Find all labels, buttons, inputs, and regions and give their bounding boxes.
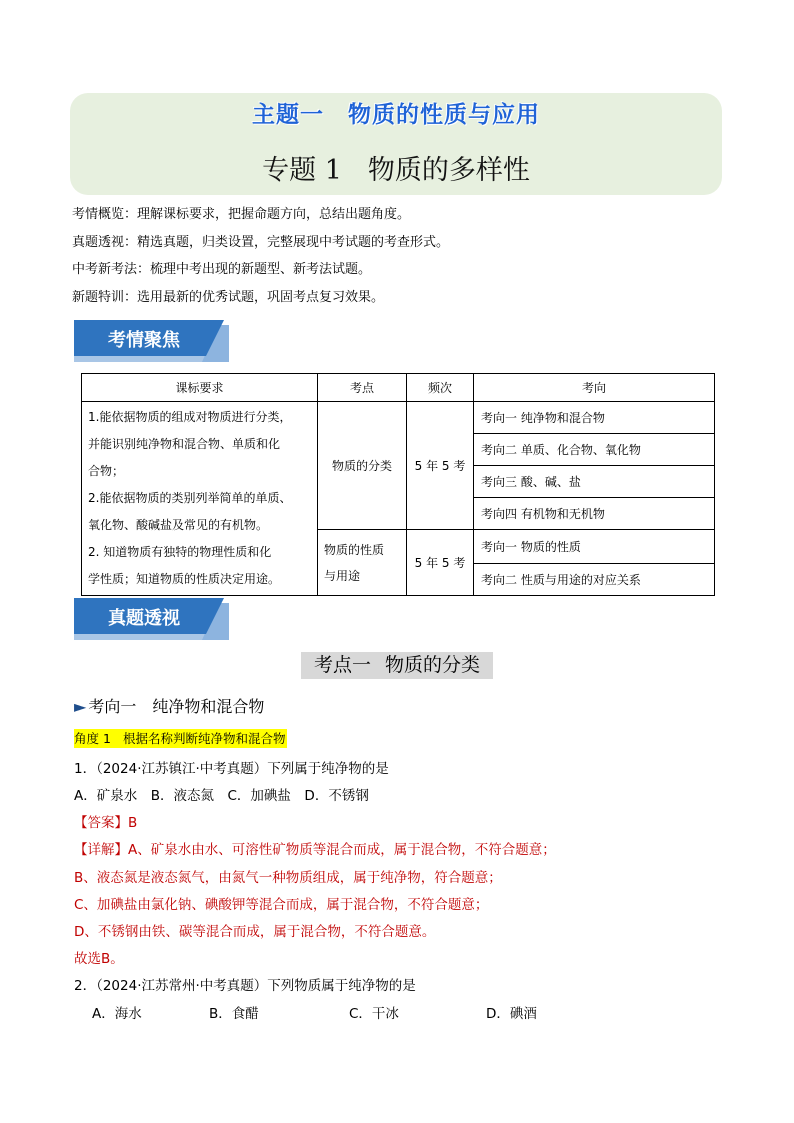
q1-detail-b: B、液态氮是液态氮气，由氮气一种物质组成，属于纯净物，符合题意； [74, 870, 502, 886]
intro-key: 中考新考法： [72, 262, 151, 277]
point-cell: 物质的性质 与用途 [318, 530, 407, 596]
direction-cell: 考向一 纯净物和混合物 [474, 402, 715, 434]
intro-text: 精选真题，归类设置，完整展现中考试题的考查形式。 [137, 234, 450, 250]
q1-answer [74, 811, 137, 831]
direction-cell: 考向一 物质的性质 [474, 530, 715, 564]
table-header: 课标要求 [82, 374, 318, 402]
banner-focus [74, 320, 229, 364]
banner-truth [74, 598, 229, 642]
kp-name: 物质的分类 [385, 654, 481, 676]
direction-cell: 考向四 有机物和无机物 [474, 498, 715, 530]
intro-text: 理解课标要求，把握命题方向，总结出题角度。 [137, 207, 411, 222]
q1-conclusion: 故选B。 [74, 951, 124, 967]
point-cell: 物质的分类 [318, 402, 407, 530]
detail-tag: 【详解】 [74, 842, 128, 858]
q2-option-d: D．碘酒 [486, 1006, 537, 1022]
exam-analysis-table [81, 373, 715, 596]
intro-key: 真题透视： [72, 234, 138, 250]
table-header: 考点 [318, 374, 407, 402]
intro-line [72, 205, 449, 233]
angle-highlight [74, 729, 287, 748]
q1-detail-c: C、加碘盐由氯化钠、碘酸钾等混合而成，属于混合物，不符合题意； [74, 897, 489, 913]
answer-value: B [128, 815, 138, 831]
frequency-cell: 5 年 5 考 [407, 530, 474, 596]
q2-option-c: C．干冰 [349, 1006, 399, 1022]
intro-list [72, 205, 449, 315]
angle-label: 角度 1 [74, 731, 111, 746]
topic-label: 专题 1 [262, 155, 342, 186]
direction-cell: 考向三 酸、碱、盐 [474, 466, 715, 498]
banner-focus-label: 考情聚焦 [108, 330, 180, 351]
header-box [70, 93, 722, 195]
intro-line [72, 233, 449, 261]
q2-option-a: A．海水 [92, 1006, 142, 1022]
knowledge-point-tag [301, 652, 493, 679]
angle-text: 根据名称判断纯净物和混合物 [122, 731, 286, 746]
table-row [82, 402, 715, 434]
table-header-row [82, 374, 715, 402]
intro-line [72, 260, 449, 288]
direction-label: 考向一 [88, 697, 137, 716]
intro-key: 考情概览： [72, 207, 138, 222]
triangle-icon: ► [74, 697, 87, 716]
direction-cell: 考向二 性质与用途的对应关系 [474, 564, 715, 596]
q2-option-b: B．食醋 [209, 1006, 259, 1022]
intro-text: 梳理中考出现的新题型、新考法试题。 [150, 262, 372, 277]
topic-name: 物质的多样性 [367, 155, 530, 186]
table-header: 考向 [474, 374, 715, 402]
direction-name: 纯净物和混合物 [152, 697, 265, 716]
intro-key: 新题特训： [72, 289, 138, 305]
table-header: 频次 [407, 374, 474, 402]
theme-title: 主题一 物质的性质与应用 [252, 102, 540, 128]
q2-stem: 2．（2024·江苏常州·中考真题）下列物质属于纯净物的是 [74, 978, 416, 994]
topic-title [70, 148, 722, 187]
intro-line [72, 288, 449, 316]
intro-text: 选用最新的优秀试题，巩固考点复习效果。 [137, 289, 385, 305]
q1-stem: 1．（2024·江苏镇江·中考真题）下列属于纯净物的是 [74, 761, 389, 777]
kp-label: 考点一 [313, 654, 371, 676]
banner-truth-label: 真题透视 [108, 608, 180, 629]
direction-cell: 考向二 单质、化合物、氧化物 [474, 434, 715, 466]
q1-detail-a: 【详解】A、矿泉水由水、可溶性矿物质等混合而成，属于混合物，不符合题意； [74, 842, 556, 858]
direction-heading [74, 694, 264, 717]
frequency-cell: 5 年 5 考 [407, 402, 474, 530]
q1-detail-d: D、不锈钢由铁、碳等混合而成，属于混合物，不符合题意。 [74, 924, 436, 940]
requirement-cell: 1.能依据物质的组成对物质进行分类， 并能识别纯净物和混合物、单质和化 合物； 2.能依据物质的类别列举简单的单质、 氧化物、酸碱盐及常见的有机物。 2. 知道物质有独特的物理性质和化 学性质；知道物质的性质决定用途。 [82, 402, 318, 596]
answer-tag: 【答案】 [74, 815, 128, 831]
q1-options: A．矿泉水 B．液态氮 C．加碘盐 D．不锈钢 [74, 788, 369, 804]
